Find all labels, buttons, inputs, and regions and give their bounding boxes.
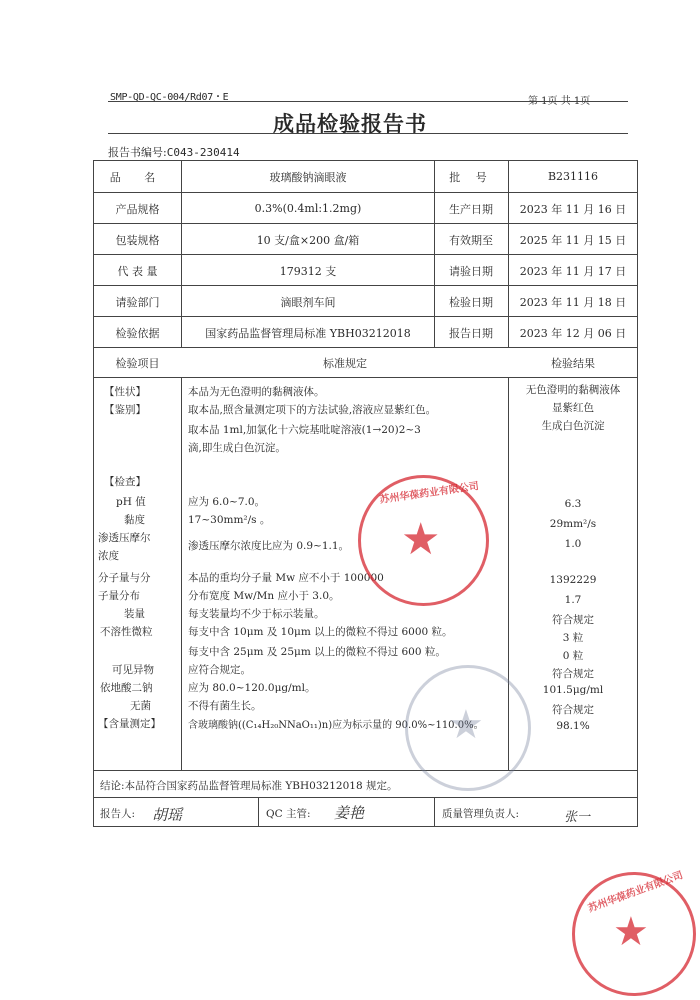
assay-label: 【含量测定】: [98, 718, 161, 730]
fill-volume-standard: 每支装量均不少于标示装量。: [188, 608, 325, 620]
molecular-weight-result-2: 1.7: [564, 594, 582, 606]
department-label: 请验部门: [115, 295, 160, 309]
info-row-dept: [94, 285, 637, 317]
osmolality-standard: 渗透压摩尔浓度比应为 0.9~1.1。: [188, 540, 350, 552]
osmolality-result: 1.0: [564, 538, 582, 550]
divider: [181, 161, 182, 347]
reporter-signature: 胡瑶: [152, 806, 183, 824]
quality-stamp-faded: [405, 665, 531, 791]
identification-result-2: 生成白色沉淀: [541, 420, 605, 432]
property-standard: 本品为无色澄明的黏稠液体。: [188, 386, 325, 398]
title-rule: [108, 133, 628, 134]
quantity-label: 代 表 量: [117, 264, 158, 278]
identification-result-1: 显紫红色: [552, 402, 594, 414]
stamp-star-icon: ★: [613, 909, 649, 955]
check-label: 【检查】: [104, 476, 146, 488]
sterility-label: 无菌: [130, 700, 151, 712]
edta-result: 101.5μg/ml: [542, 684, 604, 696]
batch-label: 批 号: [449, 170, 493, 184]
particulate-label: 不溶性微粒: [100, 626, 153, 638]
test-date-value: 2023 年 11 月 18 日: [519, 295, 627, 309]
batch-value: B231116: [547, 170, 599, 183]
report-date-label: 报告日期: [449, 326, 493, 340]
report-date-value: 2023 年 12 月 06 日: [519, 326, 627, 340]
conclusion-text: 结论:本品符合国家药品监督管理局标准 YBH03212018 规定。: [100, 780, 398, 792]
fill-volume-result: 符合规定: [552, 614, 594, 626]
stamp-star-icon: ★: [448, 702, 484, 748]
product-value: 玻璃酸钠滴眼液: [269, 170, 347, 184]
info-row-basis: [94, 316, 637, 348]
osmolality-label-1: 渗透压摩尔: [98, 532, 151, 544]
mfg-date-label: 生产日期: [449, 202, 493, 216]
report-table: [93, 160, 638, 827]
property-result: 无色澄明的黏稠液体: [525, 384, 621, 396]
info-row-product: [94, 161, 637, 192]
conclusion-row: [94, 770, 637, 798]
visible-particles-standard: 应符合规定。: [188, 664, 251, 676]
molecular-weight-result-1: 1392229: [549, 574, 597, 586]
edta-standard: 应为 80.0~120.0μg/ml。: [188, 682, 316, 694]
request-date-value: 2023 年 11 月 17 日: [519, 264, 627, 278]
divider: [434, 161, 435, 347]
header-result: 检验结果: [551, 357, 595, 370]
page-info: 第 1页 共 1页: [528, 96, 591, 107]
sterility-result: 符合规定: [552, 704, 594, 716]
viscosity-standard: 17~30mm²/s 。: [188, 514, 271, 526]
company-stamp: [572, 872, 696, 996]
department-value: 滴眼剂车间: [280, 295, 336, 309]
osmolality-label-2: 浓度: [98, 550, 119, 562]
divider: [508, 161, 509, 347]
basis-value: 国家药品监督管理局标准 YBH03212018: [205, 326, 411, 340]
product-label: 品 名: [109, 170, 166, 184]
stamp-ring-text: 苏州华葆药业有限公司: [378, 481, 480, 506]
stamp-ring-text: 苏州华葆药业有限公司: [586, 870, 685, 915]
basis-label: 检验依据: [115, 326, 160, 340]
assay-result: 98.1%: [556, 720, 590, 732]
ph-standard: 应为 6.0~7.0。: [188, 496, 266, 508]
header-rule: [108, 101, 628, 102]
info-row-quantity: [94, 254, 637, 286]
particulate-result-1: 3 粒: [562, 632, 584, 644]
qc-signature: 姜艳: [334, 804, 365, 822]
report-number-line: [108, 144, 240, 160]
visible-particles-label: 可见异物: [112, 664, 154, 676]
spec-label: 产品规格: [115, 202, 160, 216]
info-row-spec: [94, 192, 637, 224]
viscosity-label: 黏度: [124, 514, 145, 526]
mfg-date-value: 2023 年 11 月 16 日: [519, 202, 627, 216]
sterility-standard: 不得有菌生长。: [188, 700, 262, 712]
table-header-row: [94, 347, 637, 378]
info-row-pack: [94, 223, 637, 255]
quantity-value: 179312 支: [279, 264, 337, 278]
qc-label: QC 主管:: [266, 808, 311, 820]
report-number-value: C043-230414: [166, 146, 240, 159]
identification-standard-3: 滴,即生成白色沉淀。: [188, 442, 286, 454]
signature-row: [94, 797, 637, 827]
page-title: 成品检验报告书: [273, 111, 427, 136]
spec-value: 0.3%(0.4ml:1.2mg): [254, 202, 362, 215]
identification-label: 【鉴别】: [104, 404, 146, 416]
document-code: SMP-QD-QC-004/Rd07・E: [110, 92, 229, 103]
ph-label: pH 值: [116, 496, 146, 508]
fill-volume-label: 装量: [124, 608, 145, 620]
request-date-label: 请验日期: [449, 264, 493, 278]
molecular-weight-standard-1: 本品的重均分子量 Mw 应不小于 100000: [188, 572, 384, 584]
reporter-label: 报告人:: [100, 808, 136, 820]
test-items-body: [94, 377, 637, 771]
molecular-weight-label-2: 子量分布: [98, 590, 140, 602]
quality-stamp-red: [358, 475, 489, 606]
divider: [258, 798, 259, 827]
molecular-weight-standard-2: 分布宽度 Mw/Mn 应小于 3.0。: [188, 590, 340, 602]
divider: [181, 378, 182, 771]
assay-standard: 含玻璃酸钠((C₁₄H₂₀NNaO₁₁)n)应为标示量的 90.0%~110.0%。: [188, 720, 484, 731]
qa-signature: 张一: [564, 810, 591, 825]
stamp-star-icon: ★: [401, 514, 441, 565]
expiry-value: 2025 年 11 月 15 日: [519, 233, 627, 247]
particulate-result-2: 0 粒: [562, 650, 584, 662]
expiry-label: 有效期至: [449, 233, 493, 247]
particulate-standard-1: 每支中含 10μm 及 10μm 以上的微粒不得过 6000 粒。: [188, 626, 453, 638]
visible-particles-result: 符合规定: [552, 668, 594, 680]
qa-label: 质量管理负责人:: [442, 808, 520, 820]
header-item: 检验项目: [115, 357, 160, 370]
pack-value: 10 支/盒×200 盒/箱: [256, 233, 360, 247]
report-number-label: 报告书编号:: [108, 146, 167, 159]
particulate-standard-2: 每支中含 25μm 及 25μm 以上的微粒不得过 600 粒。: [188, 646, 446, 658]
pack-label: 包装规格: [115, 233, 160, 247]
molecular-weight-label-1: 分子量与分: [98, 572, 151, 584]
header-standard: 标准规定: [323, 357, 367, 370]
divider: [434, 798, 435, 827]
identification-standard-2: 取本品 1ml,加氯化十六烷基吡啶溶液(1→20)2~3: [188, 424, 421, 436]
identification-standard-1: 取本品,照含量测定项下的方法试验,溶液应显紫红色。: [188, 404, 437, 416]
property-label: 【性状】: [104, 386, 146, 398]
edta-label: 依地酸二钠: [100, 682, 153, 694]
ph-result: 6.3: [564, 498, 582, 510]
viscosity-result: 29mm²/s: [549, 518, 597, 530]
test-date-label: 检验日期: [449, 295, 493, 309]
